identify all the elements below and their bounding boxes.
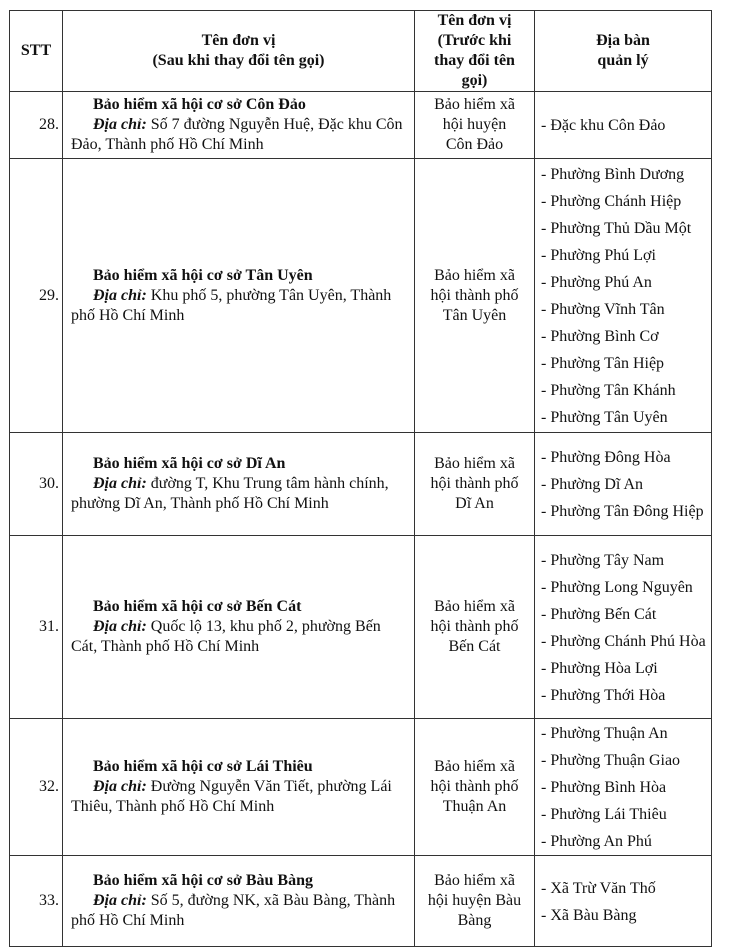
table-row (10, 536, 712, 719)
area-item: - Phường Thới Hòa (541, 686, 666, 704)
unit-name: Bảo hiểm xã hội cơ sở Lái Thiêu (93, 758, 313, 775)
area-item: - Phường Chánh Hiệp (541, 193, 682, 210)
old-name-line: Dĩ An (455, 495, 494, 512)
header-old-name-line: thay đổi tên (434, 52, 515, 69)
row-old-name (415, 536, 535, 719)
table-row (10, 719, 712, 856)
old-name-line: Bảo hiểm xã (434, 266, 515, 284)
area-item: - Phường Chánh Phú Hòa (541, 632, 706, 650)
old-name-line: Thuận An (442, 798, 507, 815)
area-item: - Phường Tân Khánh (541, 382, 676, 399)
table-row (10, 433, 712, 536)
area-item: - Phường Thuận Giao (541, 752, 681, 769)
old-name-line: Bảo hiểm xã (434, 96, 515, 113)
table-row (10, 92, 712, 159)
old-name-line: hội thành phố (430, 618, 519, 635)
old-name-line: hội thành phố (430, 286, 519, 304)
unit-address (71, 777, 408, 817)
area-item: - Đặc khu Côn Đảo (541, 117, 666, 134)
old-name-line: hội huyện (442, 116, 507, 133)
area-item: - Xã Trừ Văn Thố (541, 879, 656, 897)
address-value: Số 7 đường Nguyễn Huệ, Đặc khu Côn Đảo, Thành phố Hồ Chí Minh (71, 116, 403, 153)
table-row (10, 856, 712, 947)
area-item: - Phường Bình Hòa (541, 779, 667, 796)
address-label: Địa chỉ: (93, 116, 147, 133)
header-row (10, 11, 712, 92)
old-name-line: Bàng (457, 912, 492, 929)
row-area-list (535, 92, 712, 159)
row-unit (63, 719, 415, 856)
area-item: - Phường Thủ Dầu Một (541, 220, 692, 237)
row-area-list (535, 536, 712, 719)
old-name-line: Bảo hiểm xã (434, 872, 515, 889)
address-value: Số 5, đường NK, xã Bàu Bàng, Thành phố Hồ Chí Minh (71, 892, 396, 929)
row-area-list (535, 433, 712, 536)
area-item: - Phường Bình Dương (541, 166, 685, 183)
row-stt: 32. (10, 719, 63, 856)
address-value: Khu phố 5, phường Tân Uyên, Thành phố Hồ Chí Minh (71, 286, 392, 324)
old-name-line: Tân Uyên (442, 306, 507, 324)
row-area-list (535, 159, 712, 433)
row-old-name (415, 433, 535, 536)
unit-address (71, 115, 408, 155)
address-value: Quốc lộ 13, khu phố 2, phường Bến Cát, Thành phố Hồ Chí Minh (71, 618, 381, 655)
area-item: - Phường Hòa Lợi (541, 659, 658, 677)
unit-name: Bảo hiểm xã hội cơ sở Côn Đảo (93, 96, 306, 113)
row-stt: 29. (10, 159, 63, 433)
header-stt: STT (10, 11, 63, 92)
area-item: - Phường Phú Lợi (541, 247, 656, 264)
header-old-name-line: Tên đơn vị (437, 12, 512, 29)
row-stt: 30. (10, 433, 63, 536)
unit-name: Bảo hiểm xã hội cơ sở Bàu Bàng (93, 872, 313, 889)
area-item: - Phường Lái Thiêu (541, 806, 667, 823)
area-item: - Phường Dĩ An (541, 476, 644, 493)
area-item: - Phường Vĩnh Tân (541, 301, 665, 318)
header-old-name-line: (Trước khi (437, 32, 512, 49)
row-unit (63, 536, 415, 719)
address-value: Đường Nguyễn Văn Tiết, phường Lái Thiêu, Thành phố Hồ Chí Minh (71, 778, 392, 815)
old-name-line: hội thành phố (430, 778, 519, 795)
area-item: - Phường An Phú (541, 833, 652, 850)
area-item: - Phường Thuận An (541, 725, 668, 742)
old-name-line: Bảo hiểm xã (434, 598, 515, 615)
old-name-line: Bảo hiểm xã (434, 455, 515, 472)
area-item: - Phường Đông Hòa (541, 449, 671, 466)
address-label: Địa chỉ: (93, 618, 147, 635)
row-old-name (415, 856, 535, 947)
row-stt: 31. (10, 536, 63, 719)
header-new-name-line: (Sau khi thay đổi tên gọi) (152, 52, 325, 69)
area-item: - Phường Bến Cát (541, 605, 657, 623)
units-table (9, 10, 712, 947)
address-label: Địa chỉ: (93, 286, 147, 304)
area-item: - Phường Phú An (541, 274, 652, 291)
row-old-name (415, 159, 535, 433)
row-area-list (535, 856, 712, 947)
header-area-line: quản lý (597, 52, 649, 69)
area-item: - Xã Bàu Bàng (541, 906, 637, 924)
area-item: - Phường Tân Đông Hiệp (541, 503, 704, 520)
header-area (535, 11, 712, 92)
old-name-line: Bến Cát (448, 638, 501, 655)
row-stt: 33. (10, 856, 63, 947)
area-item: - Phường Tân Hiệp (541, 355, 665, 372)
row-unit (63, 159, 415, 433)
address-label: Địa chỉ: (93, 892, 147, 909)
area-item: - Phường Bình Cơ (541, 328, 659, 345)
row-old-name (415, 719, 535, 856)
unit-name: Bảo hiểm xã hội cơ sở Dĩ An (93, 455, 286, 472)
unit-address (71, 474, 408, 514)
unit-name: Bảo hiểm xã hội cơ sở Bến Cát (93, 598, 302, 615)
address-value: đường T, Khu Trung tâm hành chính, phường Dĩ An, Thành phố Hồ Chí Minh (71, 475, 389, 512)
header-new-name (63, 11, 415, 92)
row-area-list (535, 719, 712, 856)
unit-address (71, 891, 408, 931)
unit-address (71, 617, 408, 657)
header-area-line: Địa bàn (596, 32, 650, 49)
row-unit (63, 856, 415, 947)
header-old-name (415, 11, 535, 92)
header-old-name-line: gọi) (461, 72, 488, 89)
unit-name: Bảo hiểm xã hội cơ sở Tân Uyên (93, 266, 313, 284)
old-name-line: hội thành phố (430, 475, 519, 492)
old-name-line: hội huyện Bàu (427, 892, 522, 909)
address-label: Địa chỉ: (93, 475, 147, 492)
area-item: - Phường Tân Uyên (541, 409, 668, 426)
row-stt: 28. (10, 92, 63, 159)
table-row (10, 159, 712, 433)
header-new-name-line: Tên đơn vị (201, 32, 276, 49)
row-unit (63, 92, 415, 159)
area-item: - Phường Long Nguyên (541, 578, 693, 596)
old-name-line: Côn Đảo (445, 136, 504, 153)
area-item: - Phường Tây Nam (541, 551, 665, 569)
address-label: Địa chỉ: (93, 778, 147, 795)
row-unit (63, 433, 415, 536)
old-name-line: Bảo hiểm xã (434, 758, 515, 775)
unit-address (71, 286, 408, 326)
row-old-name (415, 92, 535, 159)
